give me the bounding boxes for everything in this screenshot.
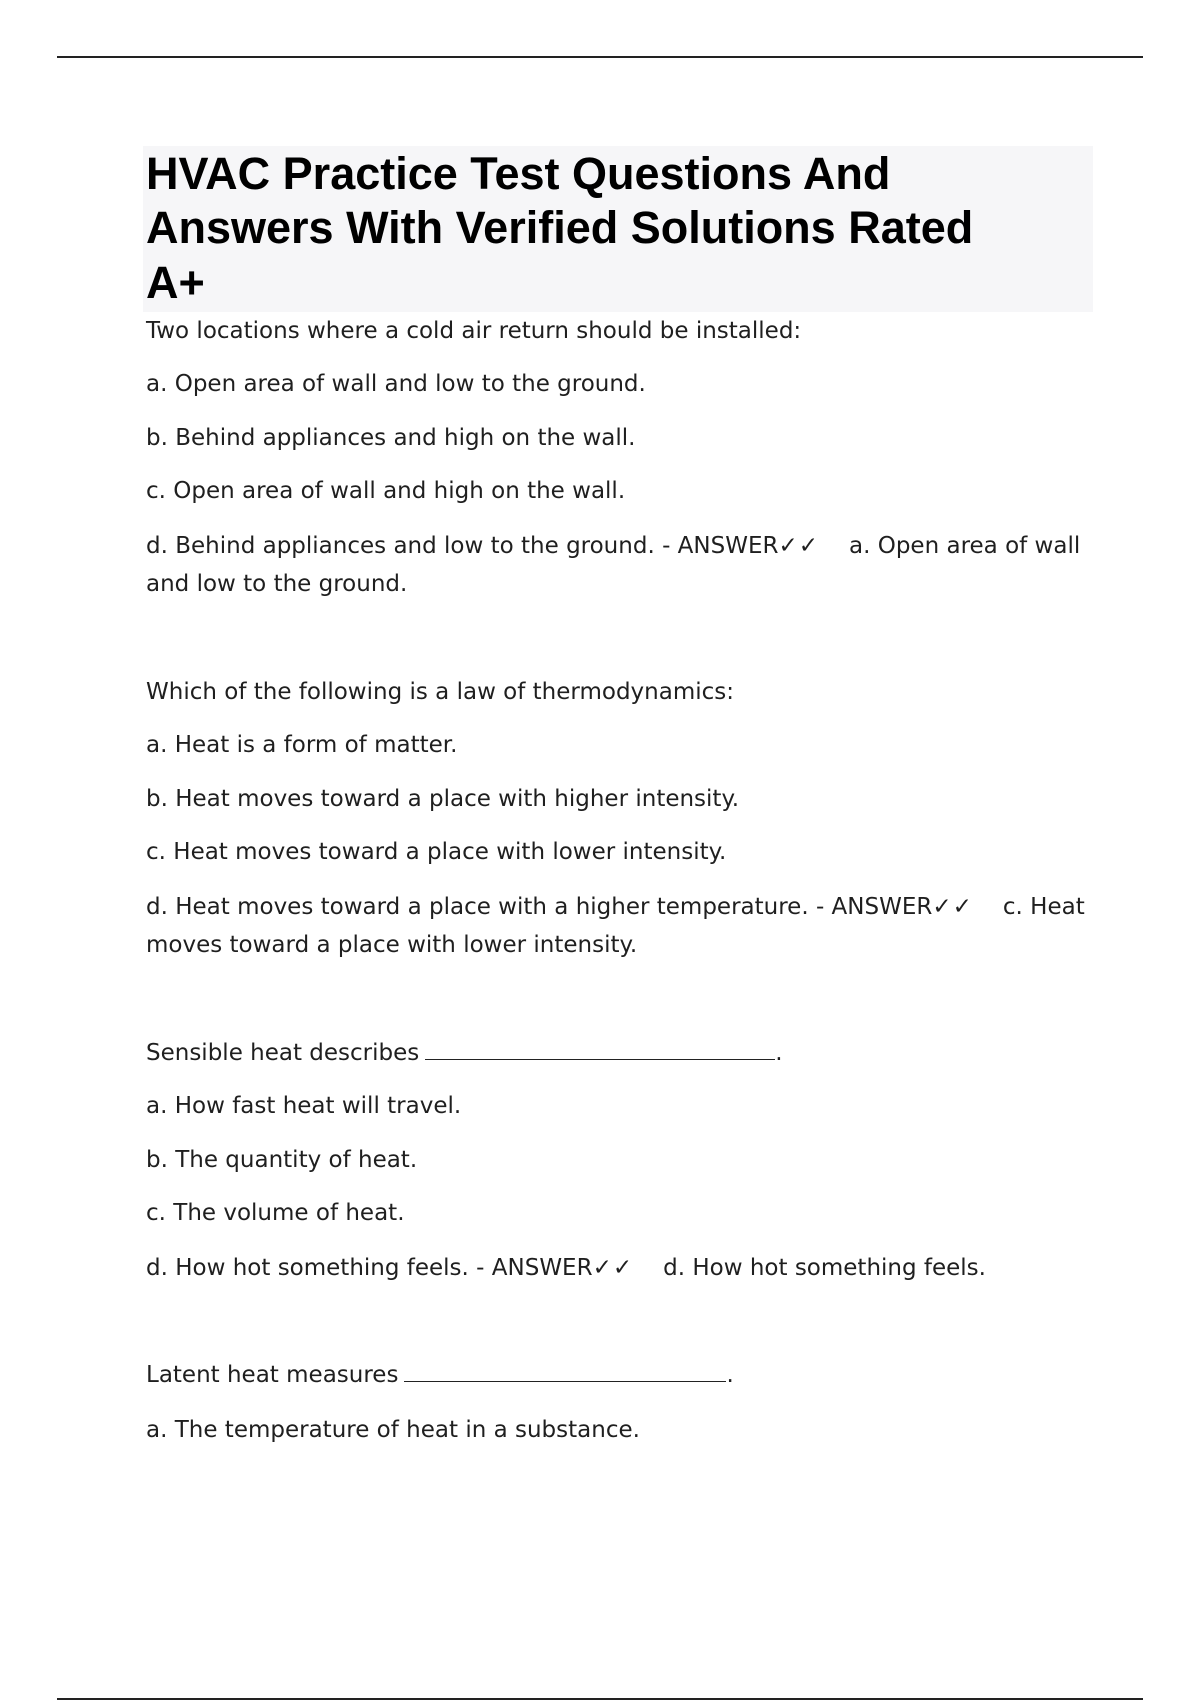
answer-blank	[404, 1359, 726, 1382]
page-title-line-3: A+	[146, 257, 205, 308]
question-1-option-a: a. Open area of wall and low to the ground.	[146, 371, 646, 397]
question-2-option-d	[146, 891, 1085, 923]
check-icon: ✓✓	[932, 894, 973, 920]
question-3-option-a: a. How fast heat will travel.	[146, 1093, 462, 1119]
check-icon: ✓✓	[778, 533, 820, 559]
question-3-stem	[146, 1037, 783, 1069]
question-1-option-b: b. Behind appliances and high on the wall.	[146, 425, 636, 451]
question-3-stem-text: Sensible heat describes	[146, 1040, 420, 1066]
question-2-answer: c. Heat	[1002, 894, 1085, 920]
question-1-option-d	[146, 530, 1080, 562]
question-3-option-d-text: d. How hot something feels. - ANSWER	[146, 1255, 593, 1281]
question-2-answer-continued: moves toward a place with lower intensity.	[146, 932, 638, 958]
question-4-stem	[146, 1359, 734, 1391]
question-2-option-c: c. Heat moves toward a place with lower intensity.	[146, 839, 727, 865]
page-title-line-1: HVAC Practice Test Questions And	[146, 148, 891, 199]
question-2-option-b: b. Heat moves toward a place with higher intensity.	[146, 786, 740, 812]
question-3-option-d	[146, 1252, 986, 1284]
question-3-answer: d. How hot something feels.	[663, 1255, 986, 1281]
page-title-line-2: Answers With Verified Solutions Rated	[146, 202, 974, 253]
question-3-option-c: c. The volume of heat.	[146, 1200, 405, 1226]
question-3-option-b: b. The quantity of heat.	[146, 1147, 418, 1173]
check-icon: ✓✓	[592, 1255, 634, 1281]
question-2-option-d-text: d. Heat moves toward a place with a higher temperature. - ANSWER	[146, 894, 933, 920]
question-4-option-a: a. The temperature of heat in a substance.	[146, 1417, 640, 1443]
question-1-answer-continued: and low to the ground.	[146, 571, 408, 597]
answer-blank	[425, 1037, 775, 1060]
question-1-stem: Two locations where a cold air return should be installed:	[146, 318, 802, 344]
question-4-stem-text: Latent heat measures	[146, 1362, 399, 1388]
question-2-option-a: a. Heat is a form of matter.	[146, 732, 458, 758]
question-1-option-c: c. Open area of wall and high on the wall.	[146, 478, 626, 504]
question-4-stem-end: .	[726, 1362, 734, 1388]
question-1-option-d-text: d. Behind appliances and low to the ground. - ANSWER	[146, 533, 779, 559]
question-2-stem: Which of the following is a law of thermodynamics:	[146, 679, 734, 705]
top-rule	[57, 56, 1143, 58]
question-1-answer: a. Open area of wall	[849, 533, 1081, 559]
question-3-stem-end: .	[775, 1040, 783, 1066]
